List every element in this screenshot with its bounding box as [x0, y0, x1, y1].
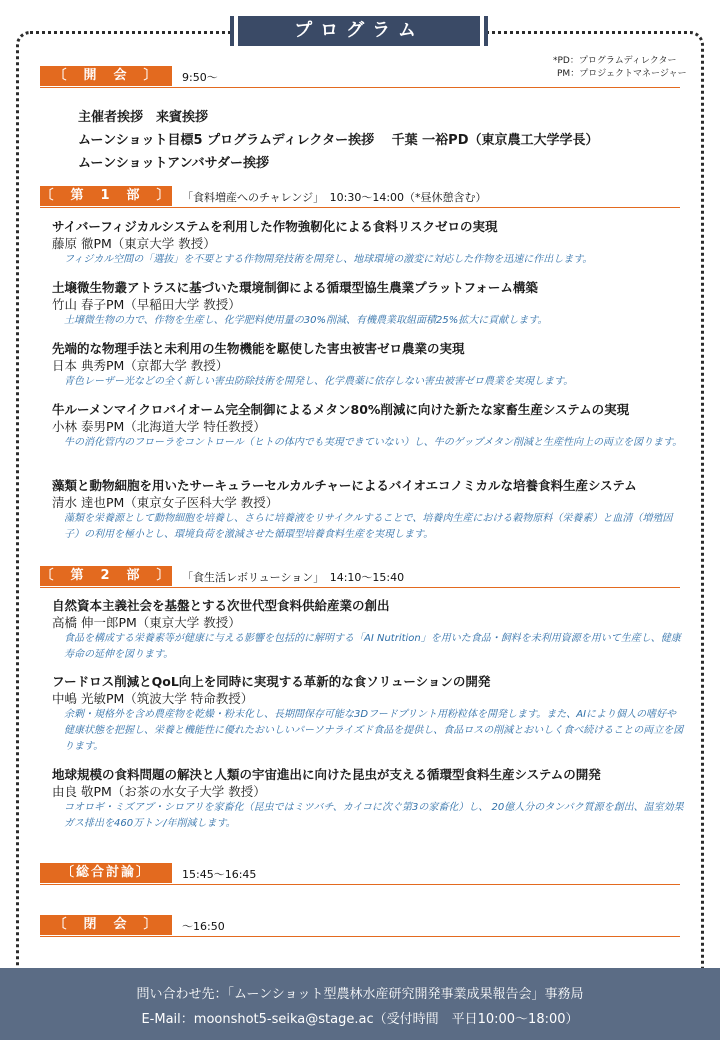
- item-pm: 日本 典秀PM（京都大学 教授）: [52, 358, 229, 373]
- item-title: 先端的な物理手法と未利用の生物機能を駆使した害虫被害ゼロ農業の実現: [52, 341, 465, 356]
- page-title: プログラム: [238, 16, 480, 46]
- part2-badge: 〔 第 2 部 〕: [40, 566, 172, 586]
- item-title: サイバーフィジカルシステムを利用した作物強靭化による食料リスクゼロの実現: [52, 219, 498, 234]
- part1-badge: 〔 第 1 部 〕: [40, 186, 172, 206]
- closing-badge: 〔 閉 会 〕: [40, 915, 172, 935]
- item-pm: 由良 敬PM（お茶の水女子大学 教授）: [52, 784, 266, 799]
- section-opening: [40, 66, 680, 88]
- greeting-line-2: ムーンショット目標5 プログラムディレクター挨拶 千葉 一裕PD（東京農工大学学長）: [78, 133, 599, 148]
- item-title: 土壌微生物叢アトラスに基づいた環境制御による循環型協生農業プラットフォーム構築: [52, 280, 538, 295]
- program-item: [52, 340, 692, 390]
- item-description: 土壌微生物の力で、作物を生産し、化学肥料使用量の30%削減、有機農業取組面積25%拡大に貢献します。: [64, 315, 548, 326]
- item-pm: 小林 泰男PM（北海道大学 特任教授）: [52, 419, 266, 434]
- opening-time: 9:50〜: [182, 71, 218, 84]
- section-part1: [40, 186, 680, 208]
- item-pm: 藤原 徹PM（東京大学 教授）: [52, 236, 216, 251]
- program-item: [52, 766, 692, 832]
- program-item: [52, 477, 692, 543]
- item-title: 自然資本主義社会を基盤とする次世代型食料供給産業の創出: [52, 598, 390, 613]
- greeting-line-3: ムーンショットアンバサダー挨拶: [78, 156, 270, 171]
- item-description: 余剰・規格外を含め農産物を乾燥・粉末化し、長期間保存可能な3Dフードプリント用粉粒体を開発します。また、AIにより個人の嗜好や健康状態を把握し、栄養と機能性に優れたおいしいパーソナライズド食品を提供し、食品ロスの削減とおいしく食べ続けることの両立を図ります。: [64, 709, 684, 752]
- item-pm: 中嶋 光敏PM（筑波大学 特命教授）: [52, 691, 254, 706]
- item-title: フードロス削減とQoL向上を同時に実現する革新的な食ソリューションの開発: [52, 674, 491, 689]
- item-pm: 高橋 伸一郎PM（東京大学 教授）: [52, 615, 241, 630]
- contact-email: E-Mail：moonshot5-seika@stage.ac（受付時間 平日10:00〜18:00）: [141, 1012, 579, 1027]
- section-part2: [40, 566, 680, 588]
- closing-time: 〜16:50: [182, 920, 225, 933]
- item-description: 藻類を栄養源として動物細胞を培養し、さらに培養液をリサイクルすることで、培養肉生産における穀物原料（栄養素）と血清（増殖因子）の利用を極小とし、環境負荷を激減させた循環型培養食料生産を実現します。: [64, 513, 673, 540]
- item-title: 地球規模の食料問題の解決と人類の宇宙進出に向けた昆虫が支える循環型食料生産システムの開発: [52, 767, 601, 782]
- discussion-time: 15:45〜16:45: [182, 868, 257, 881]
- opening-badge: 〔 開 会 〕: [40, 66, 172, 86]
- item-pm: 清水 達也PM（東京女子医科大学 教授）: [52, 495, 279, 510]
- item-description: 牛の消化管内のフローラをコントロール（ヒトの体内でも実現できていない）し、牛のゲップメタン削減と生産性向上の両立を図ります。: [64, 437, 683, 448]
- section-closing: [40, 915, 680, 937]
- part2-info: 「食生活レボリューション」 14:10〜15:40: [182, 571, 405, 584]
- program-item: [52, 401, 692, 451]
- legend-pd: *PD：プログラムディレクター: [553, 56, 677, 66]
- contact-footer: [0, 968, 720, 1040]
- item-description: 食品を構成する栄養素等が健康に与える影響を包括的に解明する「AI Nutrition」を用いた食品・飼料を未利用資源を用いて生産し、健康寿命の延伸を図ります。: [64, 633, 681, 660]
- section-discussion: [40, 863, 680, 885]
- item-description: 青色レーザー光などの全く新しい害虫防除技術を開発し、化学農薬に依存しない害虫被害ゼロ農業を実現します。: [64, 376, 574, 387]
- item-description: フィジカル空間の「選抜」を不要とする作物開発技術を開発し、地球環境の激変に対応した作物を迅速に作出します。: [64, 254, 593, 265]
- greeting-line-1: 主催者挨拶 来賓挨拶: [78, 110, 209, 125]
- item-pm: 竹山 春子PM（早稲田大学 教授）: [52, 297, 241, 312]
- discussion-badge: 〔総合討論〕: [40, 863, 172, 883]
- program-item: [52, 218, 692, 268]
- contact-office: 問い合わせ先：「ムーンショット型農林水産研究開発事業成果報告会」事務局: [136, 987, 584, 1002]
- program-item: [52, 279, 692, 329]
- legend-pm: PM：プロジェクトマネージャー: [557, 69, 687, 79]
- part1-info: 「食料増産へのチャレンジ」 10:30〜14:00（*昼休憩含む）: [182, 191, 487, 204]
- item-description: コオロギ・ミズアブ・シロアリを家畜化（昆虫ではミツバチ、カイコに次ぐ第3の家畜化）し、 20億人分のタンパク質源を創出、温室効果ガス排出を460万トン/年削減します。: [64, 802, 684, 829]
- program-item: [52, 597, 692, 663]
- title-banner: [230, 16, 488, 46]
- program-item: [52, 673, 692, 755]
- item-title: 牛ルーメンマイクロバイオーム完全制御によるメタン80%削減に向けた新たな家畜生産システムの実現: [52, 402, 630, 417]
- item-title: 藻類と動物細胞を用いたサーキュラーセルカルチャーによるバイオエコノミカルな培養食料生産システム: [52, 478, 637, 493]
